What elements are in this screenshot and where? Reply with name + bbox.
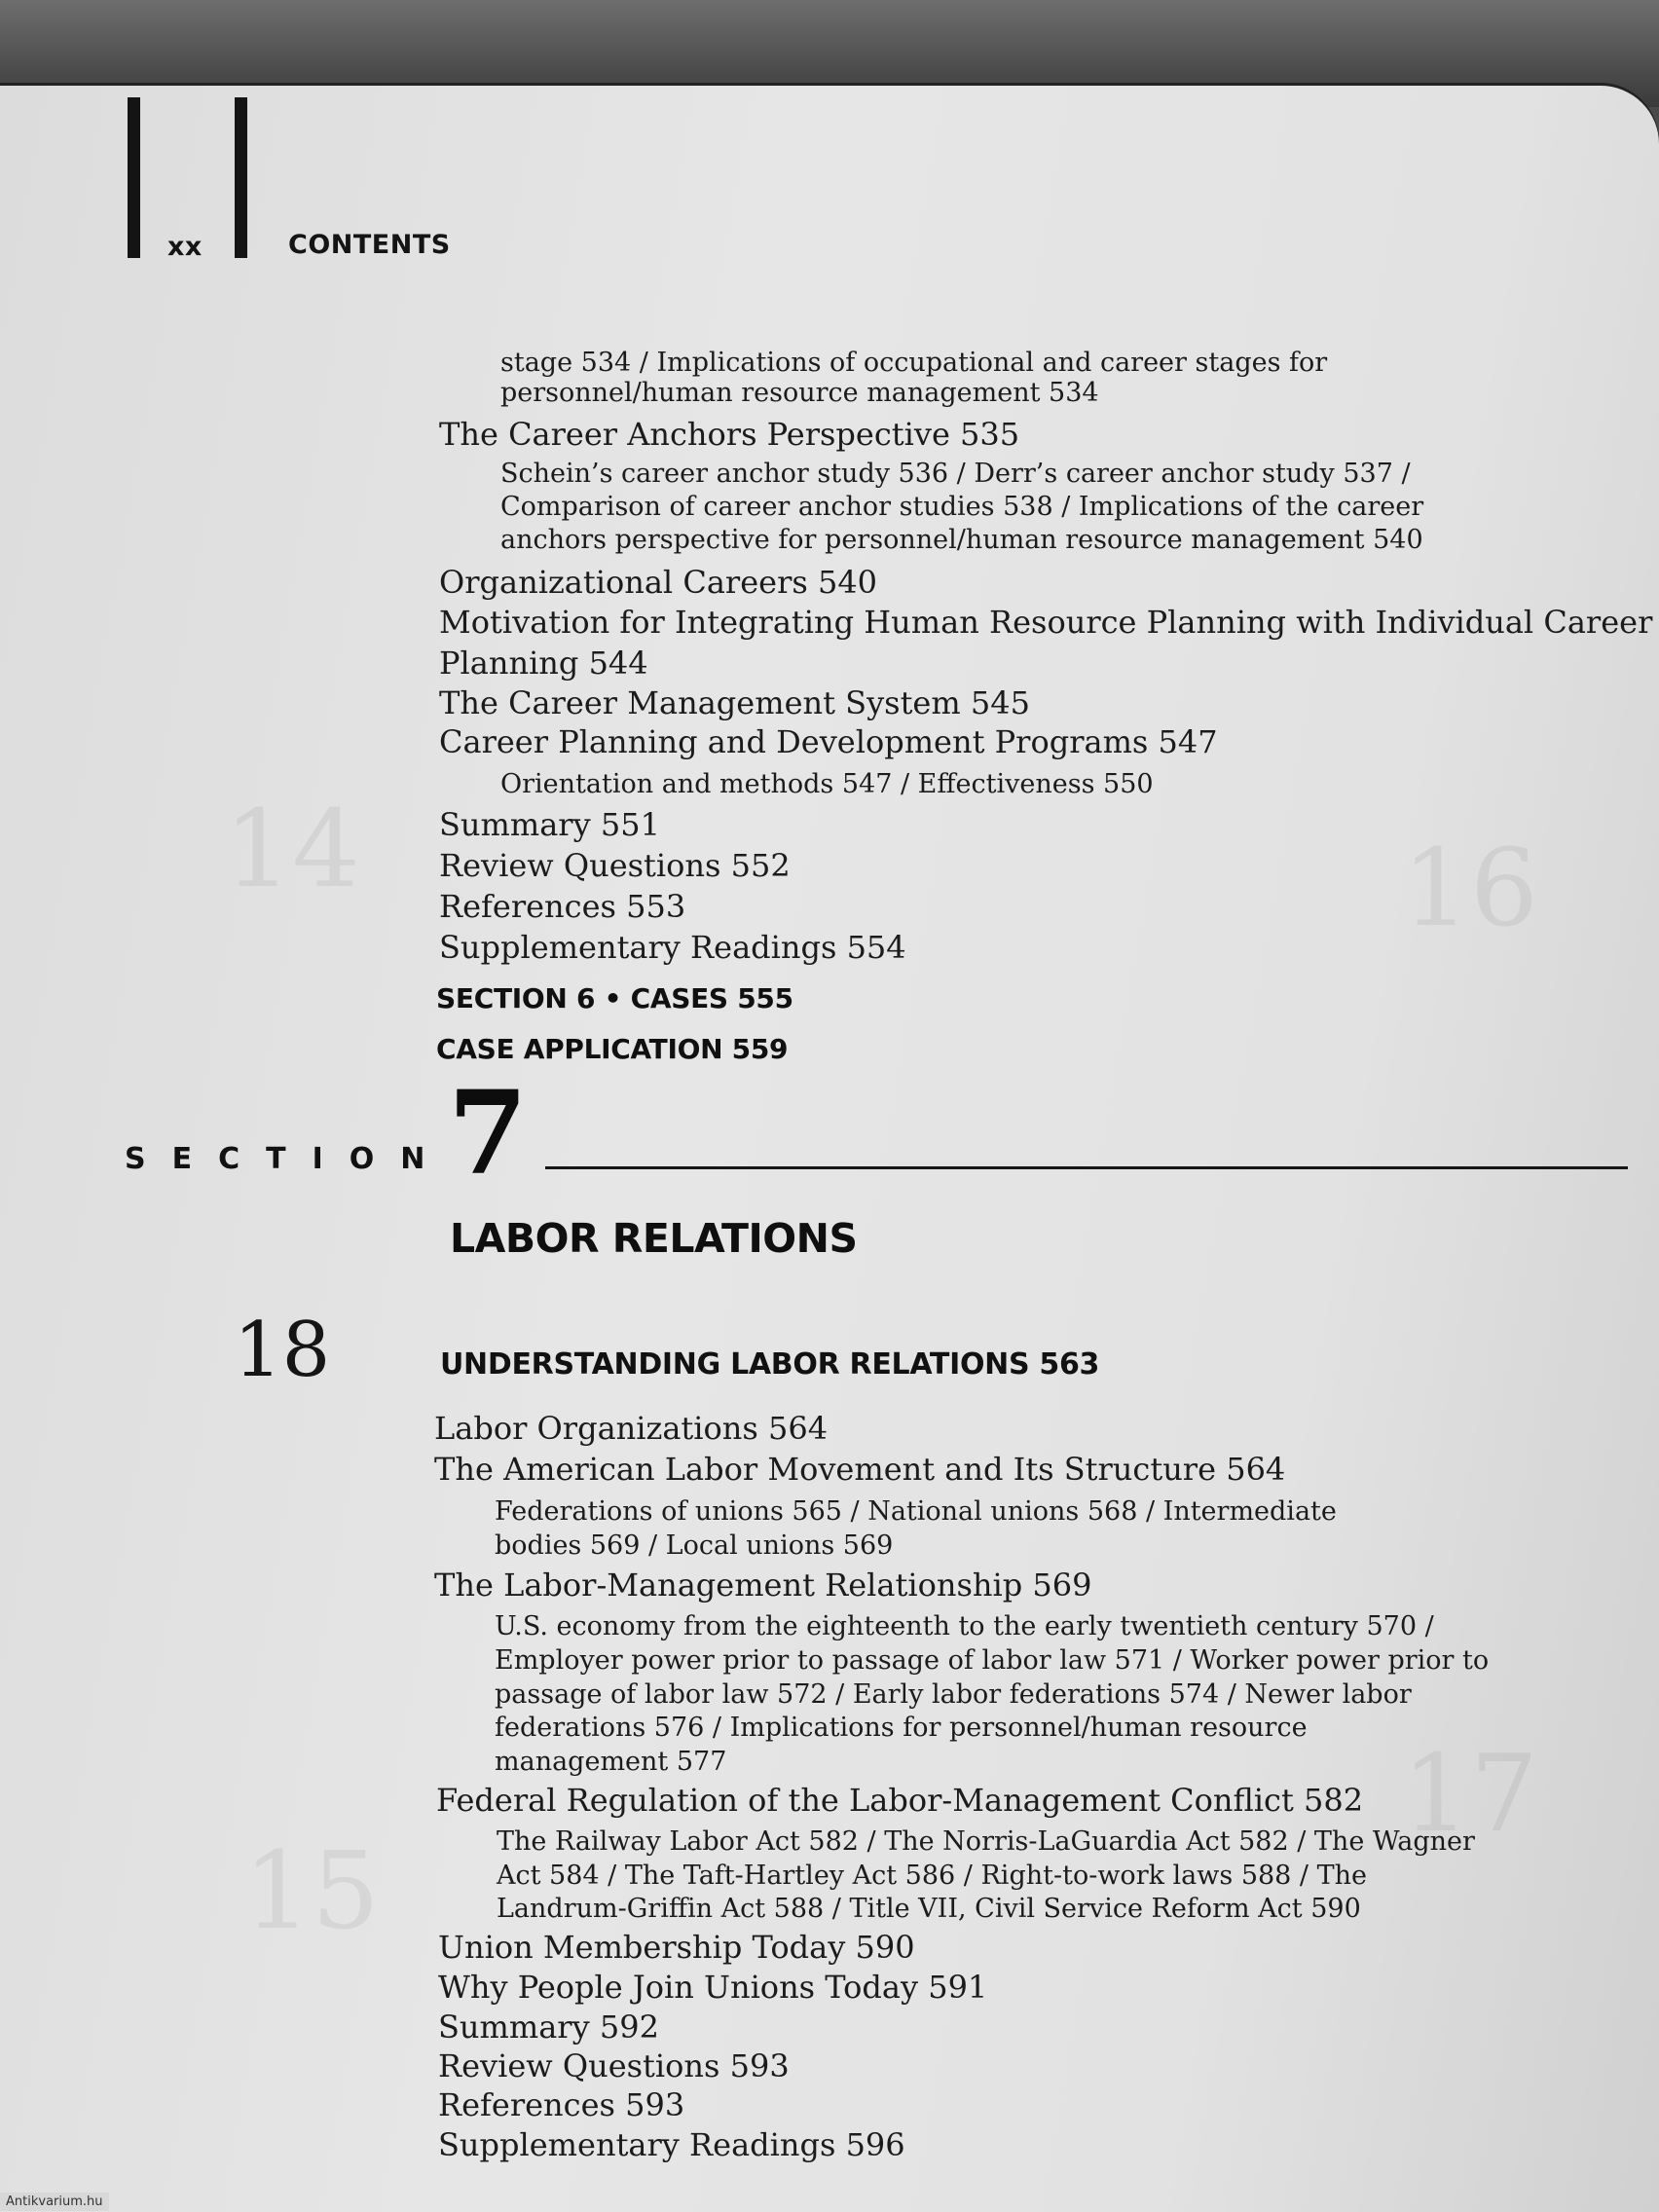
site-watermark: Antikvarium.hu	[0, 2193, 109, 2211]
toc-subentry: The Railway Labor Act 582 / The Norris-LaGuardia Act 582 / The Wagner	[497, 1826, 1475, 1857]
section6-cases-heading: SECTION 6 • CASES 555	[436, 982, 793, 1014]
toc-subentry: Federations of unions 565 / National unions 568 / Intermediate	[495, 1496, 1337, 1527]
toc-subentry: stage 534 / Implications of occupational and career stages for	[500, 348, 1328, 378]
show-through-ghost: 17	[1402, 1731, 1538, 1856]
show-through-ghost: 16	[1402, 826, 1538, 950]
toc-entry: Review Questions 593	[438, 2047, 790, 2084]
running-head: CONTENTS	[288, 230, 451, 260]
toc-subentry: Employer power prior to passage of labor law 571 / Worker power prior to	[495, 1645, 1490, 1676]
toc-subentry: Comparison of career anchor studies 538 / Implications of the career	[500, 492, 1424, 522]
toc-subentry: Act 584 / The Taft-Hartley Act 586 / Right-to-work laws 588 / The	[497, 1861, 1367, 1891]
toc-entry: Union Membership Today 590	[438, 1929, 915, 1966]
toc-entry: Career Planning and Development Programs 547	[439, 723, 1218, 760]
toc-entry: The Career Management System 545	[439, 684, 1030, 721]
toc-entry: References 593	[438, 2086, 685, 2123]
chapter-title: UNDERSTANDING LABOR RELATIONS 563	[440, 1347, 1100, 1382]
toc-entry: Why People Join Unions Today 591	[438, 1969, 988, 2006]
header-rule-right	[235, 97, 247, 258]
toc-subentry: Schein’s career anchor study 536 / Derr’s career anchor study 537 /	[500, 459, 1411, 489]
toc-entry: Labor Organizations 564	[434, 1410, 829, 1447]
toc-subentry: bodies 569 / Local unions 569	[495, 1530, 894, 1561]
toc-subentry: Orientation and methods 547 / Effectiveness 550	[500, 769, 1154, 799]
toc-entry: Organizational Careers 540	[439, 564, 878, 601]
page-number: xx	[167, 232, 203, 262]
toc-entry: The American Labor Movement and Its Structure 564	[434, 1451, 1286, 1488]
toc-subentry: anchors perspective for personnel/human resource management 540	[500, 525, 1423, 555]
toc-entry: The Career Anchors Perspective 535	[439, 416, 1020, 453]
toc-entry: Summary 551	[439, 806, 660, 843]
section-rule	[545, 1166, 1628, 1169]
header-rule-left	[128, 97, 140, 258]
section-number: 7	[448, 1065, 529, 1200]
toc-entry: Supplementary Readings 554	[439, 929, 906, 966]
section-title: LABOR RELATIONS	[450, 1215, 858, 1262]
toc-subentry: management 577	[495, 1747, 727, 1777]
toc-entry: The Labor-Management Relationship 569	[434, 1567, 1092, 1604]
show-through-ghost: 14	[224, 787, 360, 911]
case-application-heading: CASE APPLICATION 559	[436, 1033, 789, 1065]
toc-entry: References 553	[439, 888, 686, 925]
toc-entry: Planning 544	[439, 645, 648, 682]
toc-subentry: passage of labor law 572 / Early labor federations 574 / Newer labor	[495, 1679, 1412, 1710]
chapter-number: 18	[234, 1307, 331, 1394]
show-through-ghost: 15	[243, 1828, 380, 1953]
toc-entry: Review Questions 552	[439, 847, 791, 884]
toc-entry: Supplementary Readings 596	[438, 2126, 905, 2163]
toc-entry: Summary 592	[438, 2009, 659, 2046]
toc-entry: Motivation for Integrating Human Resource Planning with Individual Career	[439, 604, 1653, 641]
toc-subentry: U.S. economy from the eighteenth to the early twentieth century 570 /	[495, 1611, 1434, 1641]
toc-subentry: federations 576 / Implications for personnel/human resource	[495, 1713, 1308, 1743]
toc-subentry: personnel/human resource management 534	[500, 378, 1099, 408]
section-label: SECTION	[125, 1142, 452, 1176]
toc-subentry: Landrum-Griffin Act 588 / Title VII, Civil Service Reform Act 590	[497, 1894, 1361, 1924]
toc-entry: Federal Regulation of the Labor-Management Conflict 582	[436, 1782, 1364, 1819]
